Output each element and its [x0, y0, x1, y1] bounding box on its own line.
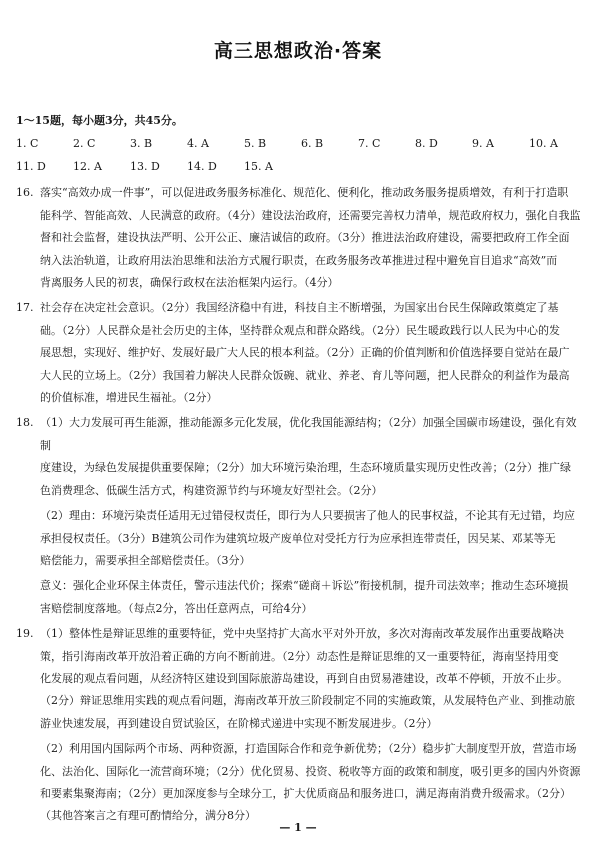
answer-line: （2）利用国内国际两个市场、两种资源，打造国际合作和竞争新优势；（2分）稳步扩大制度型开放，营造市场: [40, 742, 577, 756]
question-number: 17.: [16, 301, 34, 315]
answer-part-2: [40, 738, 582, 828]
question-number: 19.: [16, 627, 34, 641]
answer-line: 落实“高效办成一件事”，可以促进政务服务标准化、规范化、便利化，推动政务服务提质增效，有利于打造职: [40, 186, 569, 200]
answer-line: 承担侵权责任。（3分）B建筑公司作为建筑垃圾产废单位对受托方行为应承担连带责任，因吴某、邓某等无: [40, 531, 556, 545]
answer-part-1: [40, 412, 582, 502]
mc-answer: 11. D: [16, 160, 46, 174]
answer-line: 赔偿能力，需要承担全部赔偿责任。（3分）: [40, 553, 251, 567]
answer-line: （1）整体性是辩证思维的重要特征，党中央坚持扩大高水平对外开放，多次对海南改革发展作出重要战略决: [40, 627, 564, 641]
answer-part-significance: [40, 575, 582, 620]
answer-line: 色消费理念、低碳生活方式，构建资源节约与环境友好型社会。（2分）: [40, 483, 383, 497]
answer-line: （2分）辩证思维用实践的观点看问题，海南改革开放三阶段制定不同的实施政策，从发展特色产业、到推动旅: [40, 694, 575, 708]
answer-line: （其他答案言之有理可酌情给分，满分8分）: [40, 809, 256, 823]
question-number: 18.: [16, 416, 34, 430]
mc-answer: 3. B: [130, 137, 153, 151]
answer-line: （1）大力发展可再生能源，推动能源多元化发展，优化我国能源结构；（2分）加强全国碳市场建设，强化有效制: [40, 416, 577, 452]
answer-content: [16, 110, 582, 828]
question-19-answer: [16, 623, 582, 828]
mc-answer: 15. A: [244, 160, 273, 174]
question-17-answer: [16, 297, 582, 409]
answer-line: 社会存在决定社会意识。（2分）我国经济稳中有进，科技自主不断增强，为国家出台民生保障政策奠定了基: [40, 301, 559, 315]
mc-answer: 6. B: [301, 137, 324, 151]
question-16-answer: [16, 182, 582, 294]
answer-line: 策，指引海南改革开放沿着正确的方向不断前进。（2分）动态性是辩证思维的又一重要特征，海南坚持用变: [40, 649, 559, 663]
mc-answer: 8. D: [415, 137, 438, 151]
mc-answer: 2. C: [73, 137, 96, 151]
answer-line: 大人民的立场上。（2分）我国着力解决人民群众饭碗、就业、养老、育儿等问题，把人民群众的利益作为最高: [40, 368, 570, 382]
mc-answer: 4. A: [187, 137, 209, 151]
mc-answer: 14. D: [187, 160, 217, 174]
mc-answer: 5. B: [244, 137, 267, 151]
answer-line: 游业快速发展，再到建设自贸试验区，在阶梯式递进中实现不断发展进步。（2分）: [40, 716, 438, 730]
answer-line: 化发展的观点看问题，从经济特区建设到国际旅游岛建设，再到自由贸易港建设，改革不停顿，开放不止步。: [40, 671, 568, 685]
answer-line: 背离服务人民的初衷，确保行政权在法治框架内运行。（4分）: [40, 276, 339, 290]
answer-line: 意义：强化企业环保主体责任，警示违法代价；探索“磋商＋诉讼”衔接机制，提升司法效率；推动生态环境损: [40, 579, 569, 593]
mc-answer: 12. A: [73, 160, 102, 174]
mc-answers-row-1: [16, 133, 582, 156]
page-number: — 1 —: [279, 821, 317, 834]
mc-answer: 9. A: [472, 137, 494, 151]
answer-line: 化、法治化、国际化一流营商环境；（2分）优化贸易、投资、税收等方面的政策和制度，吸引更多的国内外资源: [40, 764, 581, 778]
answer-part-2: [40, 505, 582, 572]
answer-part-1: [40, 623, 582, 735]
answer-line: 和要素集聚海南；（2分）更加深度参与全球分工，扩大优质商品和服务进口，满足海南消费升级需求。（2分）: [40, 786, 571, 800]
mc-answer: 13. D: [130, 160, 160, 174]
page-title: 高三思想政治·答案: [213, 40, 383, 62]
answer-line: 础。（2分）人民群众是社会历史的主体，坚持群众观点和群众路线。（2分）民生暖政践行以人民为中心的发: [40, 323, 560, 337]
answer-line: 纳入法治轨道，让政府用法治思维和法治方式履行职责，在政务服务改革推进过程中避免盲目追求“高效”而: [40, 253, 558, 267]
answer-line: 展思想，实现好、维护好、发展好最广大人民的根本利益。（2分）正确的价值判断和价值选择要自觉站在最广: [40, 346, 570, 360]
answer-line: 督和社会监督，建设执法严明、公开公正、廉洁诚信的政府。（3分）推进法治政府建设，需要把政府工作全面: [40, 231, 570, 245]
mc-answer: 7. C: [358, 137, 381, 151]
question-18-answer: [16, 412, 582, 620]
answer-line: 能科学、智能高效、人民满意的政府。（4分）建设法治政府，还需要完善权力清单，规范政府权力，强化自我监: [40, 208, 581, 222]
answer-line: 的价值标准，增进民生福祉。（2分）: [40, 391, 218, 405]
question-number: 16.: [16, 186, 34, 200]
mc-answer: 1. C: [16, 137, 39, 151]
mc-intro: 1～15题，每小题3分，共45分。: [16, 114, 183, 127]
mc-answers-row-2: [16, 156, 582, 179]
answer-line: 度建设，为绿色发展提供重要保障；（2分）加大环境污染治理，生态环境质量实现历史性改善；（2分）推广绿: [40, 461, 571, 475]
mc-answer: 10. A: [529, 137, 558, 151]
answer-line: （2）理由：环境污染责任适用无过错侵权责任，即行为人只要损害了他人的民事权益，不论其有无过错，均应: [40, 509, 575, 523]
answer-line: 害赔偿制度落地。（每点2分，答出任意两点，可给4分）: [40, 601, 313, 615]
